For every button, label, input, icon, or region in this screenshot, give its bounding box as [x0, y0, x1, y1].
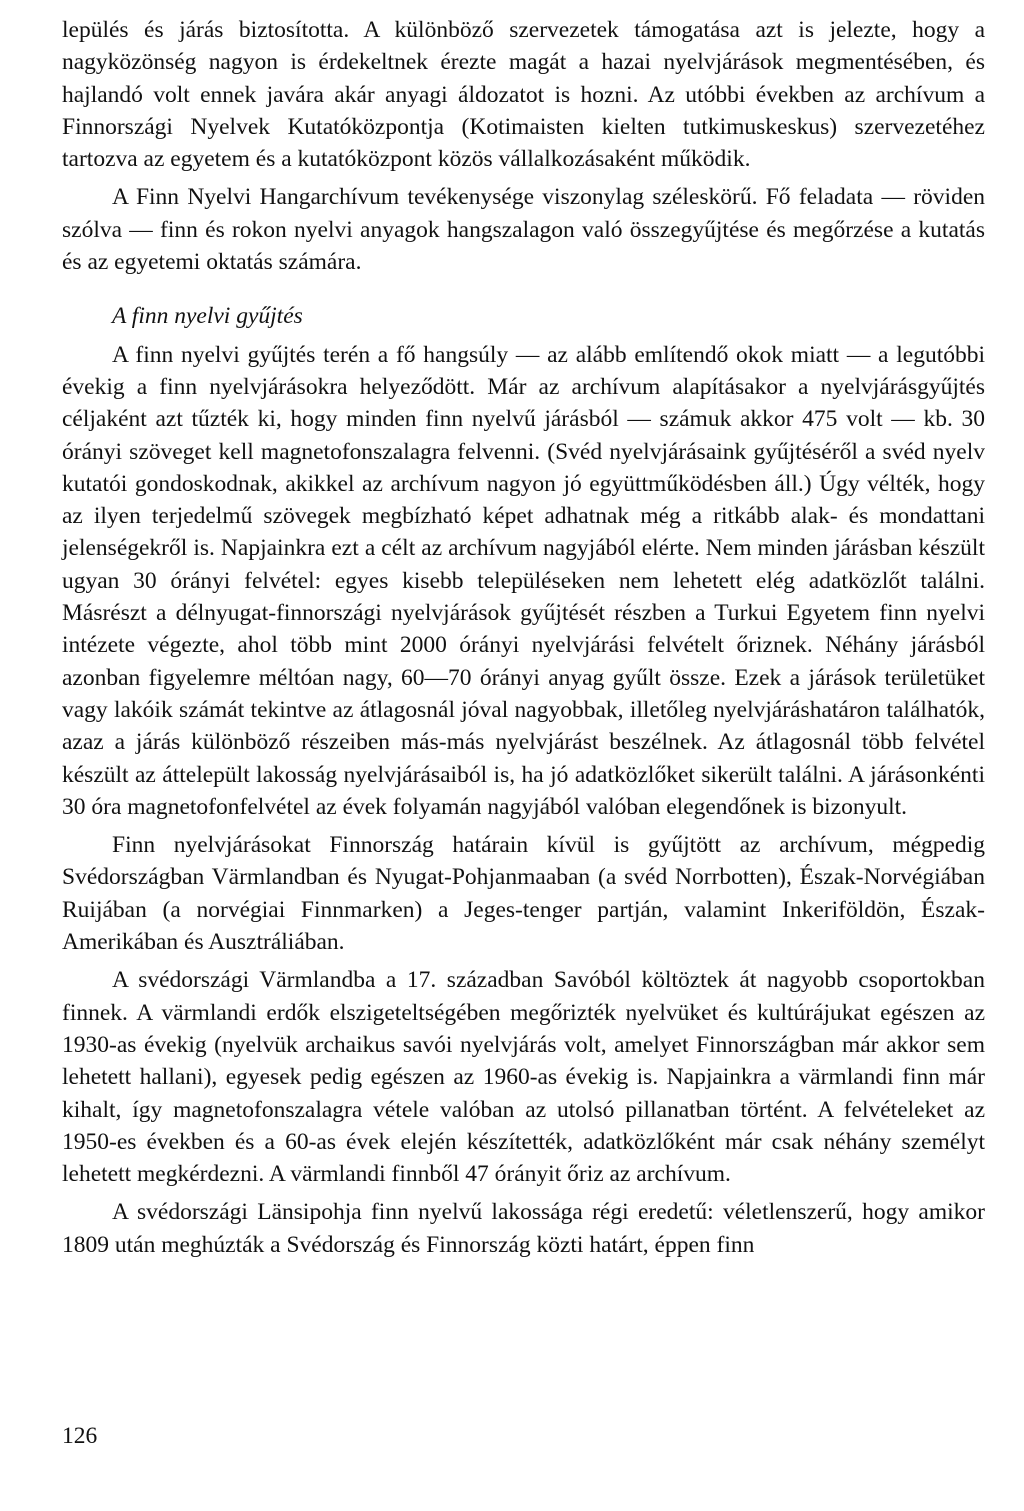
paragraph-3: A finn nyelvi gyűjtés terén a fő hangsúly — az alább említendő okok miatt — a legutóbbi évekig a finn nyelvjárásokra helyeződött. Már az archívum alapításakor a nyelvjárásgyűjtés céljaként azt tűzték ki, hogy minden finn nyelvű járásból — számuk akkor 475 volt — kb. 30 órányi szöveget kell magnetofonszalagra felvenni. (Svéd nyelvjárásaink gyűjtéséről a svéd nyelv kutatói gondoskodnak, akikkel az archívum nagyon jó együttműködésben áll.) Úgy vélték, hogy az ilyen terjedelmű szövegek megbízható képet adhatnak még a ritkább alak- és mondattani jelenségekről is. Napjainkra ezt a célt az archívum nagyjából elérte. Nem minden járásban készült ugyan 30 órányi felvétel: egyes kisebb településeken nem lehetett elég adatközlőt találni. Másrészt a délnyugat-finnországi nyelvjárások gyűjtését részben a Turkui Egyetem finn nyelvi intézete végezte, ahol több mint 2000 órányi nyelvjárási felvételt őriznek. Néhány járásból azonban figyelemre méltóan nagy, 60—70 órányi anyag gyűlt össze. Ezek a járások területüket vagy lakóik számát tekintve az átlagosnál jóval nagyobbak, illetőleg nyelvjáráshatáron találhatók, azaz a járás különböző részeiben más-más nyelvjárást beszélnek. Az átlagosnál több felvétel készült az áttelepült lakosság nyelvjárásaiból is, ha jó adatközlőket sikerült találni. A járásonkénti 30 óra magnetofonfelvétel az évek folyamán nagyjából valóban elegendőnek is bizonyult. [62, 341, 985, 820]
section-heading: A finn nyelvi gyűjtés [112, 303, 303, 330]
paragraph-4: Finn nyelvjárásokat Finnország határain kívül is gyűjtött az archívum, mégpedig Svédországban Värmlandban és Nyugat-Pohjanmaaban (a svéd Norrbotten), Észak-Norvégiában Ruijában (a norvégiai Finnmarken) a Jeges-tenger partján, valamint Inkeriföldön, Észak-Amerikában és Ausztráliában. [62, 832, 985, 956]
page-body [62, 14, 985, 1261]
paragraph-5: A svédországi Värmlandba a 17. században Savóból költöztek át nagyobb csoportokban finnek. A värmlandi erdők elszigeteltségében megőrizték nyelvüket és kultúrájukat egészen az 1930-as évekig (nyelvük archaikus savói nyelvjárás volt, amelyet Finnországban már akkor sem lehetett hallani), egyesek pedig egészen az 1960-as évekig is. Napjainkra a värmlandi finn már kihalt, így magnetofonszalagra vétele valóban az utolsó pillanatban történt. A felvételeket az 1950-es években és a 60-as évek elején készítették, adatközlőként már csak néhány személyt lehetett megkérdezni. A värmlandi finnből 47 órányit őriz az archívum. [62, 967, 985, 1188]
paragraph-2: A Finn Nyelvi Hangarchívum tevékenysége viszonylag széleskörű. Fő feladata — röviden szólva — finn és rokon nyelvi anyagok hangszalagon való összegyűjtése és megőrzése a kutatás és az egyetemi oktatás számára. [62, 184, 985, 276]
paragraph-6: A svédországi Länsipohja finn nyelvű lakossága régi eredetű: véletlenszerű, hogy amikor 1809 után meghúzták a Svédország és Finnország közti határt, éppen finn [62, 1199, 985, 1258]
page-number: 126 [62, 1423, 98, 1449]
paragraph-1: lepülés és járás biztosította. A különböző szervezetek támogatása azt is jelezte, hogy a nagyközönség nagyon is érdekeltnek érezte magát a hazai nyelvjárások megmentésében, és hajlandó volt ennek javára akár anyagi áldozatot is hozni. Az utóbbi években az archívum a Finnországi Nyelvek Kutatóközpontja (Kotimaisten kielten tutkimuskeskus) szervezetéhez tartozva az egyetem és a kutatóközpont közös vállalkozásaként működik. [62, 17, 985, 173]
